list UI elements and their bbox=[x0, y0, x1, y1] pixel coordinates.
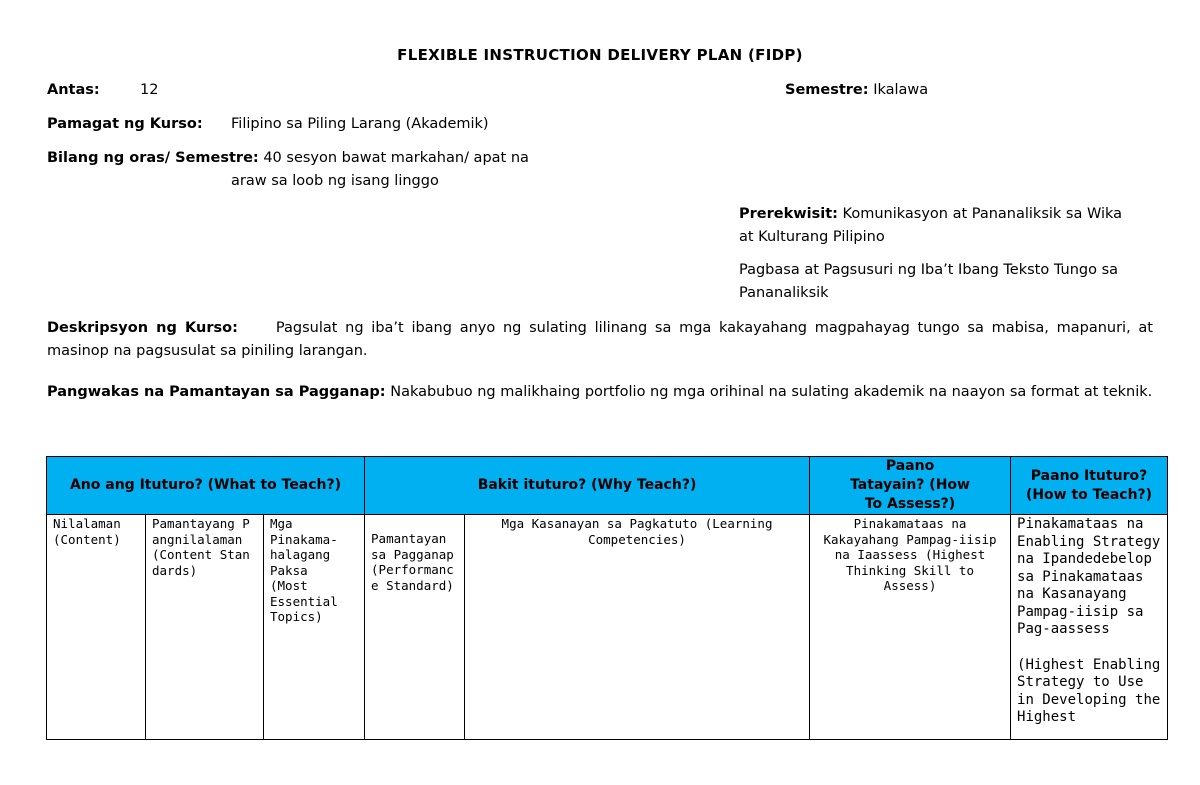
pangwakas-text: Nakabubuo ng malikhaing portfolio ng mga orihinal na sulating akademik na naayon sa format at teknik. bbox=[390, 384, 1153, 400]
deskripsyon-label: Deskripsyon ng Kurso: bbox=[47, 320, 238, 336]
pamantayang-pangnilalaman-text: Pamantayang Pangnilalaman (Content Standards) bbox=[152, 516, 250, 578]
antas-label: Antas: bbox=[47, 82, 100, 98]
prerekwisit-item2-line1: Pagbasa at Pagsusuri ng Iba’t Ibang Teksto Tungo sa bbox=[739, 262, 1119, 278]
bilang-value-line2: araw sa loob ng isang linggo bbox=[231, 173, 439, 189]
semestre-field bbox=[785, 82, 928, 98]
cell-pamantayan-pagganap bbox=[365, 515, 465, 740]
nilalaman-text: Nilalaman (Content) bbox=[53, 516, 121, 547]
header-why-teach: Bakit ituturo? (Why Teach?) bbox=[365, 457, 810, 515]
paksa-text: Mga Pinakama-halagang Paksa (Most Essential Topics) bbox=[270, 516, 338, 624]
page-title: FLEXIBLE INSTRUCTION DELIVERY PLAN (FIDP) bbox=[397, 46, 803, 64]
pamagat-value: Filipino sa Piling Larang (Akademik) bbox=[231, 116, 489, 132]
header-how-to-teach-text: Paano Ituturo? (How to Teach?) bbox=[1025, 467, 1153, 503]
prerekwisit-field bbox=[739, 206, 1122, 222]
prerekwisit-item1-line1: Komunikasyon at Pananaliksik sa Wika bbox=[842, 206, 1123, 222]
prerekwisit-item1-line2: at Kulturang Pilipino bbox=[739, 229, 885, 245]
prerekwisit-item2-line2: Pananaliksik bbox=[739, 285, 829, 301]
strategy-gap bbox=[1011, 639, 1167, 656]
deskripsyon-text: Pagsulat ng iba’t ibang anyo ng sulating lilinang sa mga kakayahang magpahayag tungo sa mabisa, mapanuri, at masinop na pagsusulat sa piniling larangan. bbox=[47, 320, 1153, 359]
cell-kasanayan bbox=[465, 515, 810, 740]
pamagat-label: Pamagat ng Kurso: bbox=[47, 116, 203, 132]
kasanayan-text: Mga Kasanayan sa Pagkatuto (Learning Competencies) bbox=[501, 516, 773, 547]
kakayahang-text: Pinakamataas na Kakayahang Pampag-iisip na Iaassess (Highest Thinking Skill to Assess) bbox=[823, 516, 997, 593]
strategy-en-text: (Highest Enabling Strategy to Use in Developing the Highest bbox=[1017, 656, 1161, 725]
cell-nilalaman bbox=[47, 515, 146, 740]
pangwakas-paragraph bbox=[47, 381, 1153, 404]
bilang-value-line1: 40 sesyon bawat markahan/ apat na bbox=[263, 150, 529, 166]
deskripsyon-paragraph bbox=[47, 317, 1153, 363]
cell-paksa bbox=[264, 515, 365, 740]
header-how-to-assess bbox=[810, 457, 1011, 515]
header-how-to-assess-text: Paano Tatayain? (How To Assess?) bbox=[850, 458, 970, 512]
table-subheader-row bbox=[47, 515, 1168, 740]
cell-strategy bbox=[1011, 515, 1168, 740]
semestre-label: Semestre: bbox=[785, 82, 869, 98]
semestre-value: Ikalawa bbox=[873, 82, 929, 98]
cell-pamantayang-pangnilalaman bbox=[146, 515, 264, 740]
table-header-row bbox=[47, 457, 1168, 515]
header-what-to-teach: Ano ang Ituturo? (What to Teach?) bbox=[47, 457, 365, 515]
fidp-table bbox=[46, 456, 1168, 740]
bilang-field bbox=[47, 150, 529, 166]
prerekwisit-label: Prerekwisit: bbox=[739, 206, 838, 222]
strategy-text: Pinakamataas na Enabling Strategy na Ipandedebelop sa Pinakamataas na Kasanayang Pampag-iisip sa Pag-aassess bbox=[1017, 516, 1161, 637]
antas-value: 12 bbox=[140, 82, 159, 98]
header-how-to-teach bbox=[1011, 457, 1168, 515]
pamantayan-pagganap-text: Pamantayan sa Pagganap (Performance Standard) bbox=[371, 531, 454, 593]
cell-kakayahang bbox=[810, 515, 1011, 740]
pangwakas-label: Pangwakas na Pamantayan sa Pagganap: bbox=[47, 384, 386, 400]
bilang-label: Bilang ng oras/ Semestre: bbox=[47, 150, 259, 166]
